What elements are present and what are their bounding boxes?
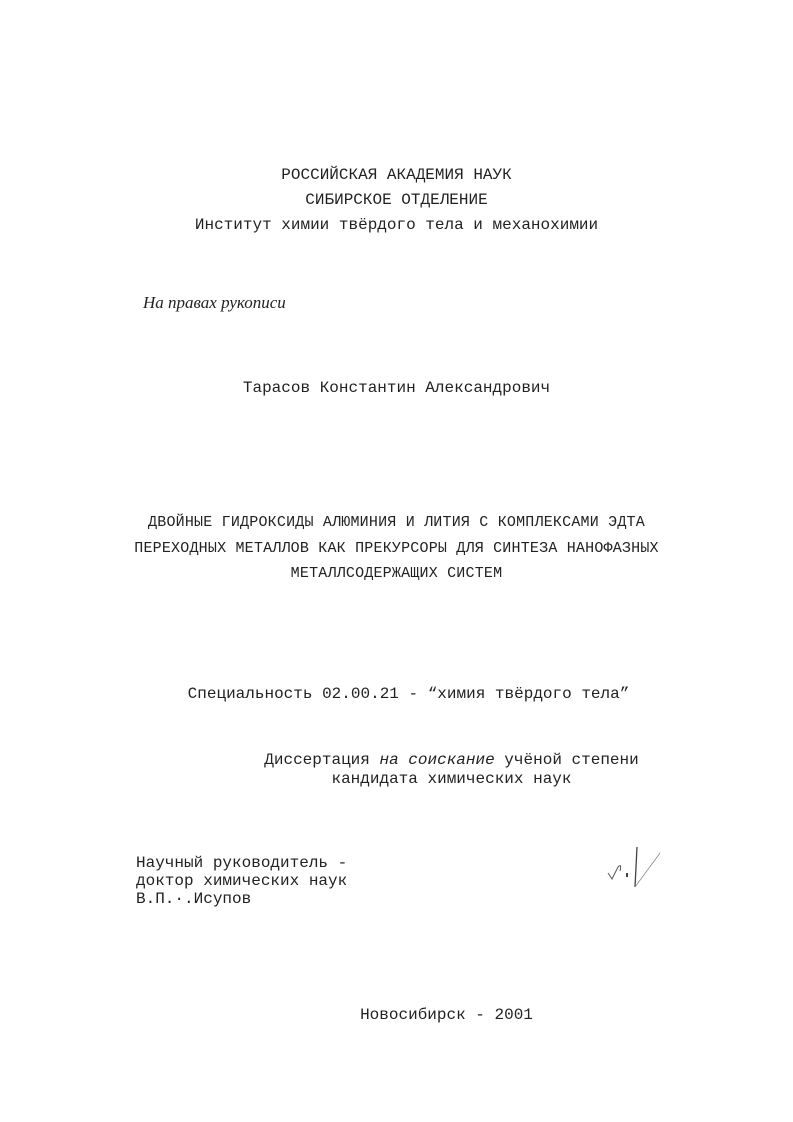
degree-text: Диссертация xyxy=(264,751,380,769)
institute-name: Институт химии твёрдого тела и механохимии xyxy=(194,216,599,234)
supervisor-role: Научный руководитель - xyxy=(136,854,348,872)
degree-line-2: кандидата химических наук xyxy=(331,770,572,788)
manuscript-note: На правах рукописи xyxy=(143,293,286,312)
title-line-1: ДВОЙНЫЕ ГИДРОКСИДЫ АЛЮМИНИЯ И ЛИТИЯ С КОМПЛЕКСАМИ ЭДТА xyxy=(148,514,645,531)
supervisor-name: В.П.·.Исупов xyxy=(136,890,252,908)
title-line-3: МЕТАЛЛСОДЕРЖАЩИХ СИСТЕМ xyxy=(290,565,503,582)
title-line-2: ПЕРЕХОДНЫХ МЕТАЛЛОВ КАК ПРЕКУРСОРЫ ДЛЯ СИНТЕЗА НАНОФАЗНЫХ xyxy=(134,540,659,557)
degree-text-rest: учёной степени xyxy=(494,751,639,769)
degree-line-1 xyxy=(55,752,793,768)
city-year: Новосибирск - 2001 xyxy=(360,1006,533,1024)
academy-name: РОССИЙСКАЯ АКАДЕМИЯ НАУК xyxy=(281,166,512,184)
branch-name: СИБИРСКОЕ ОТДЕЛЕНИЕ xyxy=(305,191,488,209)
handwritten-signature xyxy=(600,835,680,915)
author-name: Тарасов Константин Александрович xyxy=(242,379,551,397)
degree-italic: на соискание xyxy=(379,751,495,769)
specialty: Специальность 02.00.21 - “химия твёрдого тела” xyxy=(187,685,630,703)
supervisor-degree: доктор химических наук xyxy=(136,872,348,890)
